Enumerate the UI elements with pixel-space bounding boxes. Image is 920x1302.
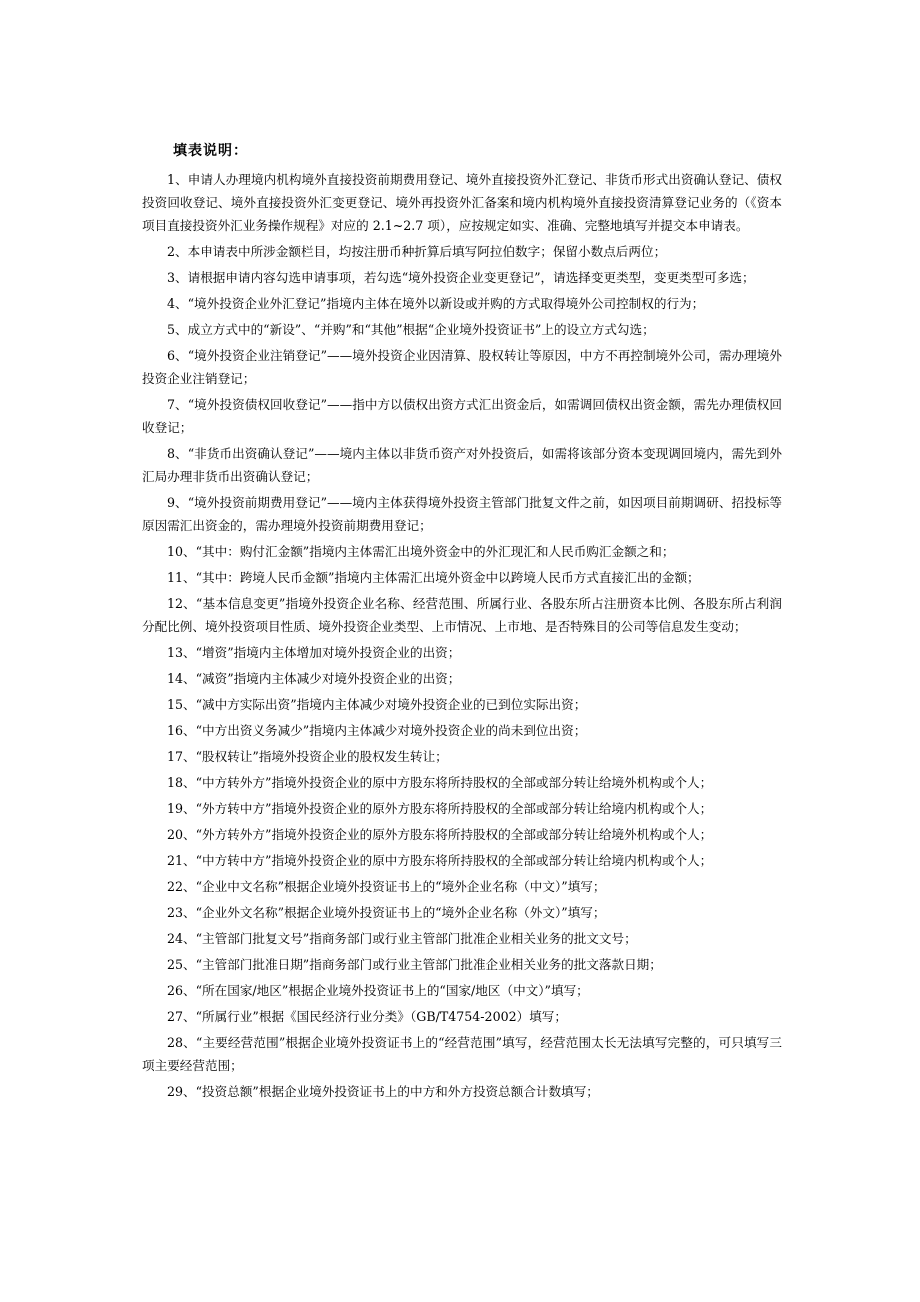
- instruction-item: 7、“境外投资债权回收登记”——指中方以债权出资方式汇出资金后，如需调回债权出资金额，需先办理债权回收登记；: [142, 397, 782, 435]
- document-page: [142, 141, 782, 1106]
- instruction-item: 14、“减资”指境内主体减少对境外投资企业的出资；: [167, 671, 461, 686]
- instruction-item: 18、“中方转外方”指境外投资企业的原中方股东将所持股权的全部或部分转让给境外机构或个人；: [167, 775, 713, 790]
- instruction-item: 2、本申请表中所涉金额栏目，均按注册币种折算后填写阿拉伯数字；保留小数点后两位；: [167, 244, 667, 259]
- instruction-item: 16、“中方出资义务减少”指境内主体减少对境外投资企业的尚未到位出资；: [167, 723, 587, 738]
- instruction-item: 27、“所属行业”根据《国民经济行业分类》（GB/T4754-2002）填写；: [167, 1009, 567, 1024]
- instruction-item: 8、“非货币出资确认登记”——境内主体以非货币资产对外投资后，如需将该部分资本变现调回境内，需先到外汇局办理非货币出资确认登记；: [142, 446, 782, 484]
- instructions-list: [142, 168, 782, 1103]
- instruction-item: 1、申请人办理境内机构境外直接投资前期费用登记、境外直接投资外汇登记、非货币形式出资确认登记、债权投资回收登记、境外直接投资外汇变更登记、境外再投资外汇备案和境内机构境外直接投资清算登记业务的（《资本项目直接投资外汇业务操作规程》对应的 2.1~2.7 项），应按规定如实、准确、完整地填写并提交本申请表。: [142, 172, 782, 233]
- instruction-item: 15、“减中方实际出资”指境内主体减少对境外投资企业的已到位实际出资；: [167, 697, 587, 712]
- instruction-item: 4、“境外投资企业外汇登记”指境内主体在境外以新设或并购的方式取得境外公司控制权的行为；: [167, 296, 705, 311]
- instruction-item: 28、“主要经营范围”根据企业境外投资证书上的“经营范围”填写，经营范围太长无法填写完整的，可只填写三项主要经营范围；: [142, 1035, 782, 1073]
- instruction-item: 6、“境外投资企业注销登记”——境外投资企业因清算、股权转让等原因，中方不再控制境外公司，需办理境外投资企业注销登记；: [142, 348, 782, 386]
- instruction-item: 3、请根据申请内容勾选申请事项，若勾选“境外投资企业变更登记”，请选择变更类型，变更类型可多选；: [167, 270, 755, 285]
- instruction-item: 20、“外方转外方”指境外投资企业的原外方股东将所持股权的全部或部分转让给境外机构或个人；: [167, 827, 713, 842]
- instruction-item: 9、“境外投资前期费用登记”——境内主体获得境外投资主管部门批复文件之前，如因项目前期调研、招投标等原因需汇出资金的，需办理境外投资前期费用登记；: [142, 495, 782, 533]
- instruction-item: 19、“外方转中方”指境外投资企业的原外方股东将所持股权的全部或部分转让给境内机构或个人；: [167, 801, 713, 816]
- instruction-item: 29、“投资总额”根据企业境外投资证书上的中方和外方投资总额合计数填写；: [167, 1084, 599, 1099]
- instruction-item: 13、“增资”指境内主体增加对境外投资企业的出资；: [167, 645, 461, 660]
- instruction-item: 24、“主管部门批复文号”指商务部门或行业主管部门批准企业相关业务的批文文号；: [167, 931, 637, 946]
- instruction-item: 5、成立方式中的“新设”、“并购”和“其他”根据“企业境外投资证书”上的设立方式勾选；: [167, 322, 655, 337]
- instruction-item: 26、“所在国家/地区”根据企业境外投资证书上的“国家/地区（中文）”填写；: [167, 983, 589, 998]
- instruction-item: 11、“其中：跨境人民币金额”指境内主体需汇出境外资金中以跨境人民币方式直接汇出的金额；: [167, 570, 700, 585]
- instruction-item: 10、“其中：购付汇金额”指境内主体需汇出境外资金中的外汇现汇和人民币购汇金额之和；: [167, 544, 675, 559]
- instruction-item: 17、“股权转让”指境外投资企业的股权发生转让；: [167, 749, 448, 764]
- instruction-item: 22、“企业中文名称”根据企业境外投资证书上的“境外企业名称（中文）”填写；: [167, 879, 606, 894]
- instructions-title: 填表说明：: [173, 143, 248, 159]
- instruction-item: 25、“主管部门批准日期”指商务部门或行业主管部门批准企业相关业务的批文落款日期；: [167, 957, 662, 972]
- instruction-item: 23、“企业外文名称”根据企业境外投资证书上的“境外企业名称（外文）”填写；: [167, 905, 606, 920]
- instruction-item: 12、“基本信息变更”指境外投资企业名称、经营范围、所属行业、各股东所占注册资本比例、各股东所占利润分配比例、境外投资项目性质、境外投资企业类型、上市情况、上市地、是否特殊目的公司等信息发生变动；: [142, 596, 782, 634]
- instruction-item: 21、“中方转中方”指境外投资企业的原中方股东将所持股权的全部或部分转让给境内机构或个人；: [167, 853, 713, 868]
